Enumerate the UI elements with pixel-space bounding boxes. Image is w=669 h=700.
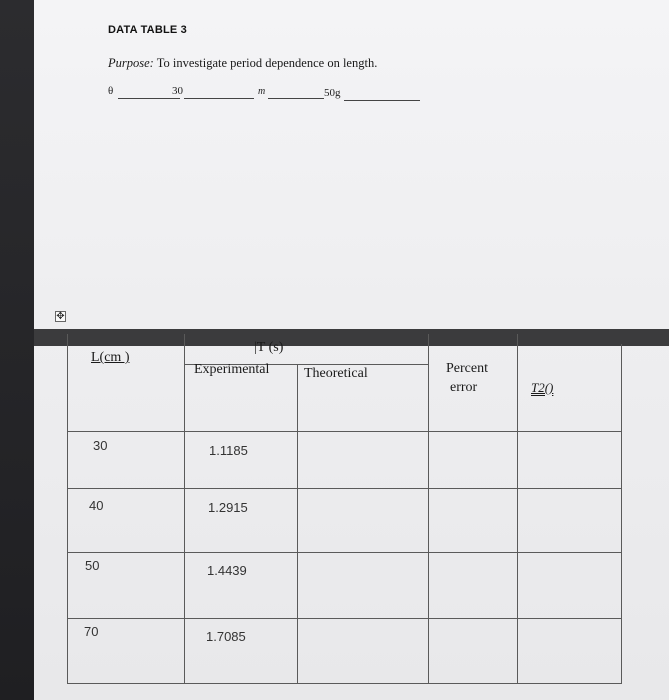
purpose-line bbox=[108, 56, 377, 71]
row-divider bbox=[67, 618, 622, 619]
parameter-line bbox=[108, 85, 428, 105]
row-2-length: 40 bbox=[89, 498, 104, 513]
table-border-left bbox=[67, 334, 68, 684]
header-error: error bbox=[450, 380, 478, 395]
purpose-text: To investigate period dependence on length. bbox=[156, 56, 378, 70]
theta-symbol: θ bbox=[108, 85, 114, 97]
row-divider bbox=[67, 431, 622, 432]
column-divider bbox=[428, 334, 429, 684]
column-divider bbox=[184, 334, 185, 684]
theta-value: 30 bbox=[172, 85, 183, 97]
row-divider bbox=[67, 488, 622, 489]
header-theoretical: Theoretical bbox=[304, 366, 368, 381]
theta-blank-line bbox=[118, 98, 180, 99]
header-percent: Percent bbox=[446, 361, 488, 376]
mass-value: 50g bbox=[324, 87, 341, 99]
mass-blank-line bbox=[268, 98, 324, 99]
row-4-experimental: 1.7085 bbox=[206, 629, 246, 644]
column-divider bbox=[297, 364, 298, 684]
header-length: L(cm ) bbox=[91, 350, 130, 365]
row-2-experimental: 1.2915 bbox=[208, 500, 248, 515]
mass-symbol: m bbox=[258, 86, 266, 97]
data-table bbox=[66, 334, 669, 700]
column-divider bbox=[517, 334, 518, 684]
row-3-length: 50 bbox=[85, 558, 100, 573]
header-experimental: Experimental bbox=[194, 362, 270, 377]
row-divider bbox=[67, 552, 622, 553]
table-heading: DATA TABLE 3 bbox=[108, 24, 187, 36]
row-3-experimental: 1.4439 bbox=[207, 563, 247, 578]
row-4-length: 70 bbox=[84, 624, 99, 639]
mass-tail-line bbox=[344, 100, 420, 101]
table-move-handle-icon[interactable]: ✥ bbox=[56, 311, 65, 322]
background-edge bbox=[0, 0, 34, 700]
table-border-bottom bbox=[67, 683, 622, 684]
header-period: |T (s) bbox=[254, 340, 284, 355]
row-1-length: 30 bbox=[93, 438, 108, 453]
column-divider bbox=[621, 344, 622, 684]
header-t-squared: T2() bbox=[531, 380, 554, 395]
purpose-label: Purpose: bbox=[108, 56, 154, 70]
row-1-experimental: 1.1185 bbox=[209, 443, 248, 458]
theta-tail-line bbox=[184, 98, 254, 99]
